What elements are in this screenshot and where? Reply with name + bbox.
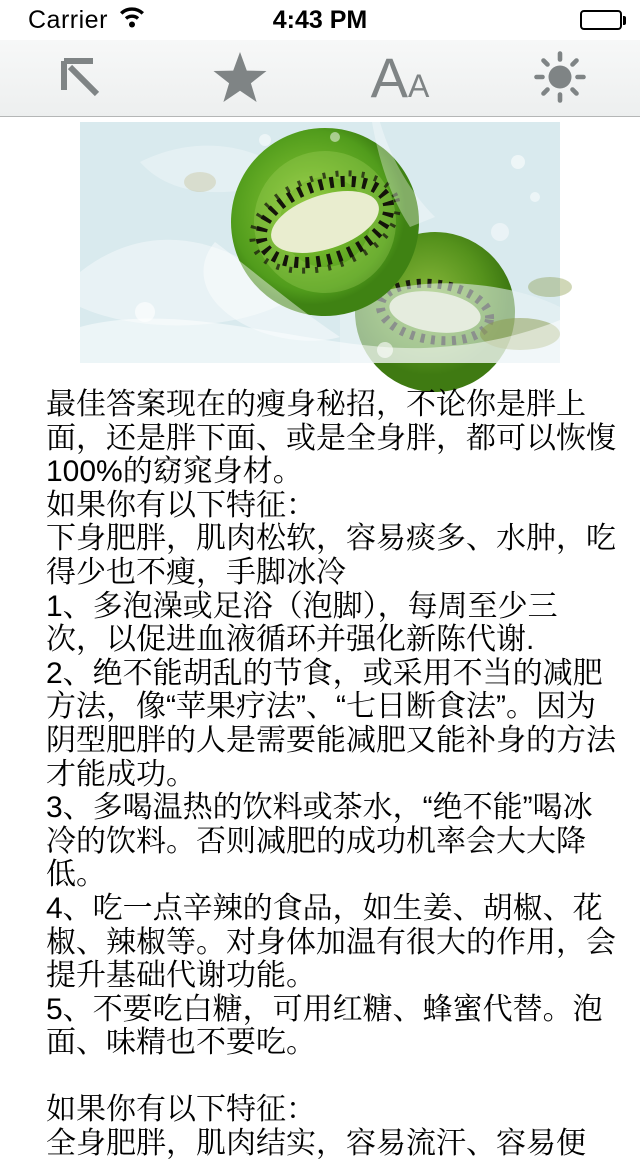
text-line: 提升基础代谢功能。 <box>46 959 316 993</box>
brightness-icon <box>534 51 586 106</box>
text-line: 冷的饮料。否则减肥的成功机率会大大降 <box>46 824 586 858</box>
text-size-large-letter: A <box>370 46 408 109</box>
carrier-label: Carrier <box>28 5 108 34</box>
text-line: 100%的窈窕身材。 <box>46 455 303 489</box>
back-button[interactable] <box>0 40 160 116</box>
text-line: 才能成功。 <box>46 757 196 791</box>
brightness-button[interactable] <box>480 40 640 116</box>
text-line: 椒、辣椒等。对身体加温有很大的作用，会 <box>46 925 616 959</box>
text-line: 最佳答案现在的瘦身秘招，不论你是胖上 <box>46 388 586 421</box>
text-line: 4、吃一点辛辣的食品，如生姜、胡椒、花 <box>46 891 603 925</box>
text-line: 2、绝不能胡乱的节食，或采用不当的减肥 <box>46 656 603 690</box>
status-bar <box>0 0 640 40</box>
text-line: 如果你有以下特征： <box>46 488 316 522</box>
text-line: 如果你有以下特征： <box>46 1093 316 1127</box>
text-size-small-letter: A <box>408 68 430 104</box>
text-line: 低。 <box>46 858 106 892</box>
text-line: 次，以促进血液循环并强化新陈代谢. <box>46 623 535 657</box>
article-body <box>46 388 640 1161</box>
text-line: 面、味精也不要吃。 <box>46 1026 316 1060</box>
back-arrow-icon <box>57 54 103 103</box>
star-icon <box>212 51 268 106</box>
text-line: 方法，像“苹果疗法”、“七日断食法”。因为 <box>46 690 596 724</box>
text-size-button[interactable] <box>320 40 480 116</box>
text-line: 1、多泡澡或足浴（泡脚），每周至少三 <box>46 589 558 623</box>
text-line: 得少也不瘦，手脚冰冷 <box>46 555 346 589</box>
text-line: 阴型肥胖的人是需要能减肥又能补身的方法 <box>46 723 616 757</box>
text-size-icon <box>370 46 430 109</box>
text-line <box>46 1060 640 1094</box>
battery-icon <box>580 10 626 30</box>
clock-label: 4:43 PM <box>272 5 368 34</box>
reader-toolbar <box>0 40 640 117</box>
text-line: 下身肥胖，肌肉松软，容易痰多、水肿，吃 <box>46 522 616 556</box>
bookmark-button[interactable] <box>160 40 320 116</box>
text-line: 5、不要吃白糖，可用红糖、蜂蜜代替。泡 <box>46 992 603 1026</box>
text-line: 全身肥胖，肌肉结实，容易流汗、容易便 <box>46 1127 586 1161</box>
text-line: 面，还是胖下面、或是全身胖，都可以恢愎 <box>46 421 616 455</box>
text-line: 3、多喝温热的饮料或茶水，“绝不能”喝冰 <box>46 791 593 825</box>
kiwi-splash-image <box>80 122 560 363</box>
